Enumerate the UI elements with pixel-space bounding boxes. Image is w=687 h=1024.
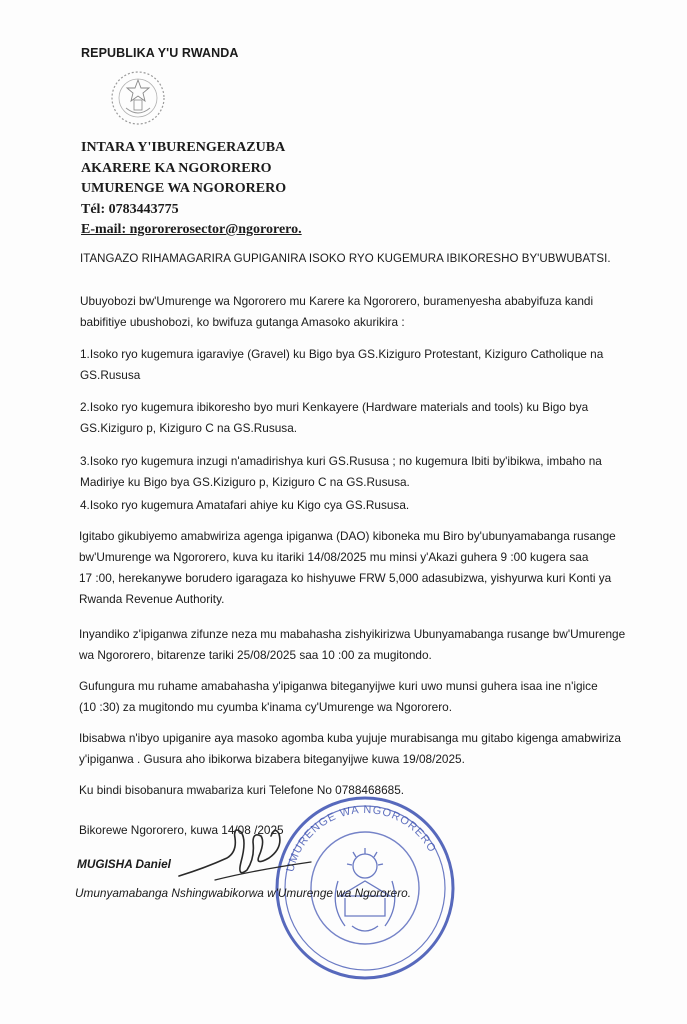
dao-line: 17 :00, herekanywe borudero igaragaza ko hishyuwe FRW 5,000 adasubizwa, yishyurwa kuri Konti ya <box>79 571 612 585</box>
dao-line: bw'Umurenge wa Ngororero, kuva ku itariki 14/08/2025 mu minsi y'Akazi guhera 9 :00 kugera saa <box>79 550 589 564</box>
signature <box>175 818 315 892</box>
requirements-line: Ibisabwa n'ibyo upiganire aya masoko agomba kuba yujuje murabisanga mu gitabo kigenga amabwiriza <box>79 731 621 745</box>
opening-paragraph <box>79 676 639 718</box>
office-address-block <box>81 138 401 241</box>
signer-name: MUGISHA Daniel <box>77 857 171 871</box>
lot-line: 4.Isoko ryo kugemura Amatafari ahiye ku Kigo cya GS.Rususa. <box>80 498 410 512</box>
notice-title: ITANGAZO RIHAMAGARIRA GUPIGANIRA ISOKO RYO KUGEMURA IBIKORESHO BY'UBWUBATSI. <box>80 253 611 265</box>
sector-line: UMURENGE WA NGORORERO <box>81 181 287 196</box>
national-emblem <box>108 68 168 128</box>
date-line: Bikorewe Ngororero, kuwa 14/08 /2025 <box>79 823 284 837</box>
intro-line: babifitiye ubushobozi, ko bwifuza gutanga Amasoko akurikira : <box>80 315 405 329</box>
submission-line: Inyandiko z'ipiganwa zifunze neza mu mabahasha zishyikirizwa Ubunyamabanga rusange bw'Umurenge <box>79 627 626 641</box>
republic-heading: REPUBLIKA Y'U RWANDA <box>81 46 239 60</box>
telephone-line: Tél: 0783443775 <box>81 201 179 217</box>
lot-line: 3.Isoko ryo kugemura inzugi n'amadirishya kuri GS.Rususa ; no kugemura Ibiti by'ibikwa, imbaho na <box>80 454 602 468</box>
lot-4 <box>80 495 640 516</box>
lot-line: GS.Rususa <box>80 368 141 382</box>
email-line: E-mail: ngororerosector@ngororero. <box>81 222 302 237</box>
dao-paragraph <box>79 526 649 610</box>
lot-line: Madiriye ku Bigo bya GS.Kiziguro p, Kiziguro C na GS.Rususa. <box>80 475 410 489</box>
lot-line: 1.Isoko ryo kugemura igaraviye (Gravel) ku Bigo bya GS.Kiziguro Protestant, Kiziguro Catholique na <box>80 347 604 361</box>
intro-line: Ubuyobozi bw'Umurenge wa Ngororero mu Karere ka Ngororero, buramenyesha ababyifuza kandi <box>80 294 594 308</box>
opening-line: Gufungura mu ruhame amabahasha y'ipiganwa biteganyijwe kuri uwo munsi guhera isaa ine n'igice <box>79 679 598 693</box>
submission-line: wa Ngororero, bitarenze tariki 25/08/2025 saa 10 :00 za mugitondo. <box>79 648 432 662</box>
requirements-line: y'ipiganwa . Gusura aho ibikorwa bizabera biteganyijwe kuwa 19/08/2025. <box>79 752 465 766</box>
opening-line: (10 :30) za mugitondo mu cyumba k'inama cy'Umurenge wa Ngororero. <box>79 700 452 714</box>
contact-phone-line: Ku bindi bisobanura mwabariza kuri Telefone No 0788468685. <box>79 783 405 797</box>
signer-role: Umunyamabanga Nshingwabikorwa w'Umurenge wa Ngororero. <box>75 886 411 900</box>
lot-line: GS.Kiziguro p, Kiziguro C na GS.Rususa. <box>80 421 298 435</box>
dao-line: Rwanda Revenue Authority. <box>79 592 225 606</box>
province-line: INTARA Y'IBURENGERAZUBA <box>81 140 286 155</box>
stamp-text: UMURENGE WA NGORORERO <box>284 803 439 874</box>
requirements-paragraph <box>79 728 639 770</box>
lot-line: 2.Isoko ryo kugemura ibikoresho byo muri Kenkayere (Hardware materials and tools) ku Bigo bya <box>80 400 589 414</box>
dao-line: Igitabo gikubiyemo amabwiriza agenga ipiganwa (DAO) kiboneka mu Biro by'ubunyamabanga rusange <box>79 529 616 543</box>
lot-3 <box>80 451 640 493</box>
district-line: AKARERE KA NGORORERO <box>81 160 272 176</box>
intro-paragraph <box>80 291 640 333</box>
lot-1 <box>80 344 640 386</box>
lot-2 <box>80 397 640 439</box>
submission-paragraph <box>79 624 639 666</box>
